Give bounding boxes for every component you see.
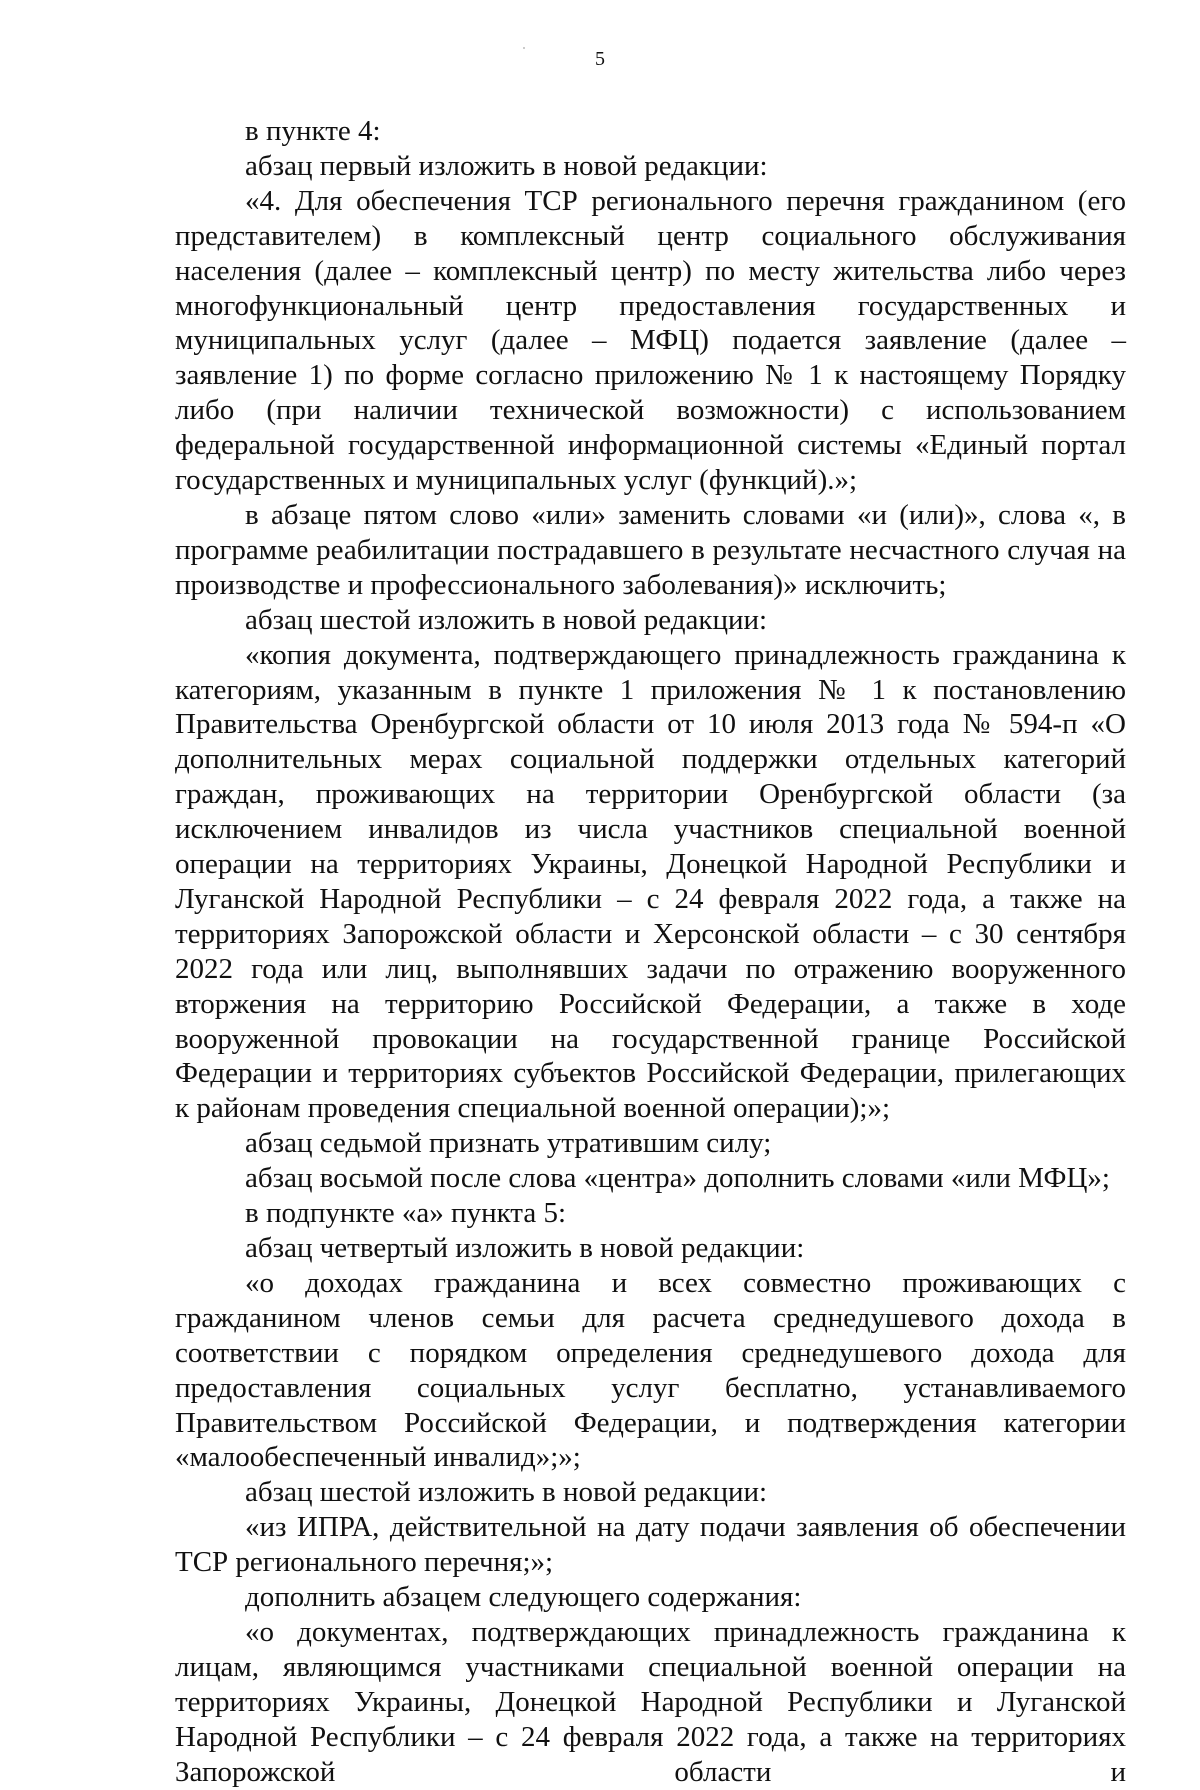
paragraph: абзац первый изложить в новой редакции: — [245, 149, 768, 182]
document-body — [175, 114, 1126, 1790]
paragraph: дополнить абзацем следующего содержания: — [245, 1581, 802, 1614]
paragraph: в пункте 4: — [245, 115, 381, 147]
paragraph: «копия документа, подтверждающего принадлежность гражданина к категориям, указанным в пункте 1 приложения № 1 к постановлению Правительства Оренбургской области от 10 июля 2013 года № 594-п «О дополнительных мерах социальной поддержки отдельных категорий граждан, проживающих на территории Оренбургской области (за исключением инвалидов из числа участников специальной военной операции на территориях Украины, Донецкой Народной Республики и Луганской Народной Республики – с 24 февраля 2022 года, а также на территориях Запорожской области и Херсонской области – с 30 сентября 2022 года или лиц, выполнявших задачи по отражению вооруженного вторжения на территорию Российской Федерации, а также в ходе вооруженной провокации на государственной границе Российской Федерации и территориях субъектов Российской Федерации, прилегающих к районам проведения специальной военной операции);»; — [175, 638, 1126, 1125]
paragraph: «из ИПРА, действительной на дату подачи заявления об обеспечении ТСР регионального перечня;»; — [175, 1511, 1126, 1579]
paragraph: в подпункте «а» пункта 5: — [245, 1197, 566, 1230]
paragraph: в абзаце пятом слово «или» заменить словами «и (или)», слова «, в программе реабилитации пострадавшего в результате несчастного случая на производстве и профессионального заболевания)» исключить; — [175, 498, 1126, 601]
paragraph: «о доходах гражданина и всех совместно проживающих с гражданином членов семьи для расчета среднедушевого дохода в соответствии с порядком определения среднедушевого дохода для предоставления социальных услуг бесплатно, устанавливаемого Правительством Российской Федерации, и подтверждения категории «малообеспеченный инвалид»;»; — [175, 1266, 1126, 1474]
paragraph: абзац восьмой после слова «центра» дополнить словами «или МФЦ»; — [245, 1162, 1110, 1195]
paragraph: абзац шестой изложить в новой редакции: — [245, 603, 768, 636]
paragraph: абзац седьмой признать утратившим силу; — [245, 1127, 772, 1160]
paragraph: абзац шестой изложить в новой редакции: — [245, 1476, 768, 1509]
page-number: 5 — [595, 48, 605, 70]
paragraph: абзац четвертый изложить в новой редакции: — [245, 1232, 805, 1264]
paragraph: «о документах, подтверждающих принадлежность гражданина к лицам, являющимся участниками специальной военной операции на территориях Украины, Донецкой Народной Республики и Луганской Народной Республики – с 24 февраля 2022 года, а также на территориях Запорожской области и — [175, 1615, 1126, 1788]
paragraph: «4. Для обеспечения ТСР регионального перечня гражданином (его представителем) в комплексный центр социального обслуживания населения (далее – комплексный центр) по месту жительства либо через многофункциональный центр предоставления государственных и муниципальных услуг (далее – МФЦ) подается заявление (далее – заявление 1) по форме согласно приложению № 1 к настоящему Порядку либо (при наличии технической возможности) с использованием федеральной государственной информационной системы «Единый портал государственных и муниципальных услуг (функций).»; — [175, 184, 1126, 497]
